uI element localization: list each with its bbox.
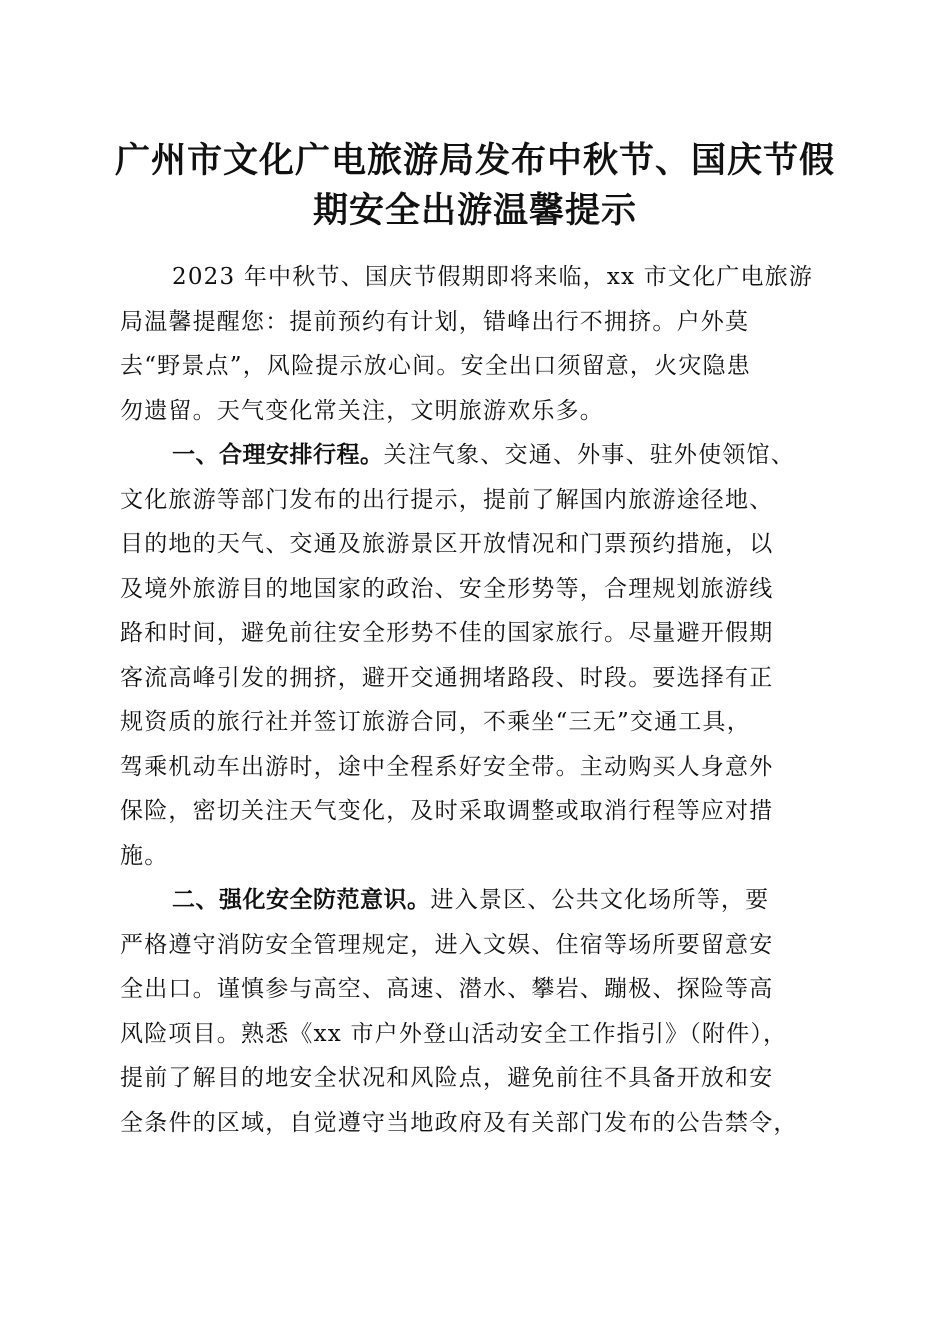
section-1-heading: 一、合理安排行程。	[172, 442, 384, 468]
text-line: 保险，密切关注天气变化，及时采取调整或取消行程等应对措	[120, 798, 774, 824]
text-line: 驾乘机动车出游时，途中全程系好安全带。主动购买人身意外	[120, 753, 774, 780]
text-line: 施。	[120, 842, 169, 869]
text-line: 路和时间，避免前往安全形势不佳的国家旅行。尽量避开假期	[120, 620, 774, 646]
title-line: 广州市文化广电旅游局发布中秋节、国庆节假	[114, 140, 835, 181]
section-2-heading: 二、强化安全防范意识。	[172, 887, 431, 913]
document-body	[120, 255, 826, 1145]
text-line: 全条件的区域，自觉遵守当地政府及有关部门发布的公告禁令，	[120, 1109, 798, 1136]
section-2-paragraph	[120, 878, 826, 1145]
text-line	[120, 433, 826, 478]
text-line: 风险项目。熟悉《xx 市户外登山活动安全工作指引》（附件），	[120, 1020, 788, 1047]
section-1-first-line: 关注气象、交通、外事、驻外使领馆、	[383, 442, 795, 468]
text-line: 全出口。谨慎参与高空、高速、潜水、攀岩、蹦极、探险等高	[120, 976, 774, 1002]
text-line: 规资质的旅行社并签订旅游合同，不乘坐“三无”交通工具，	[120, 709, 751, 735]
text-line: 2023 年中秋节、国庆节假期即将来临，xx 市文化广电旅游	[172, 264, 814, 290]
text-line: 勿遗留。天气变化常关注，文明旅游欢乐多。	[120, 397, 604, 424]
text-line: 去“野景点”，风险提示放心间。安全出口须留意，火灾隐患	[120, 353, 751, 379]
text-line: 文化旅游等部门发布的出行提示，提前了解国内旅游途径地、	[120, 486, 774, 513]
section-1-paragraph	[120, 433, 826, 878]
title-line: 期安全出游温馨提示	[312, 190, 637, 231]
text-line: 严格遵守消防安全管理规定，进入文娱、住宿等场所要留意安	[120, 931, 774, 958]
text-line: 局温馨提醒您：提前预约有计划，错峰出行不拥挤。户外莫	[120, 308, 750, 335]
text-line	[120, 878, 826, 923]
text-line: 客流高峰引发的拥挤，避开交通拥堵路段、时段。要选择有正	[120, 664, 774, 691]
section-2-first-line: 进入景区、公共文化场所等，要	[430, 887, 770, 913]
text-line: 提前了解目的地安全状况和风险点，避免前往不具备开放和安	[120, 1065, 774, 1091]
intro-paragraph	[120, 255, 826, 433]
document-title	[110, 136, 840, 236]
text-line: 及境外旅游目的地国家的政治、安全形势等，合理规划旅游线	[120, 575, 774, 602]
text-line: 目的地的天气、交通及旅游景区开放情况和门票预约措施，以	[120, 531, 774, 557]
